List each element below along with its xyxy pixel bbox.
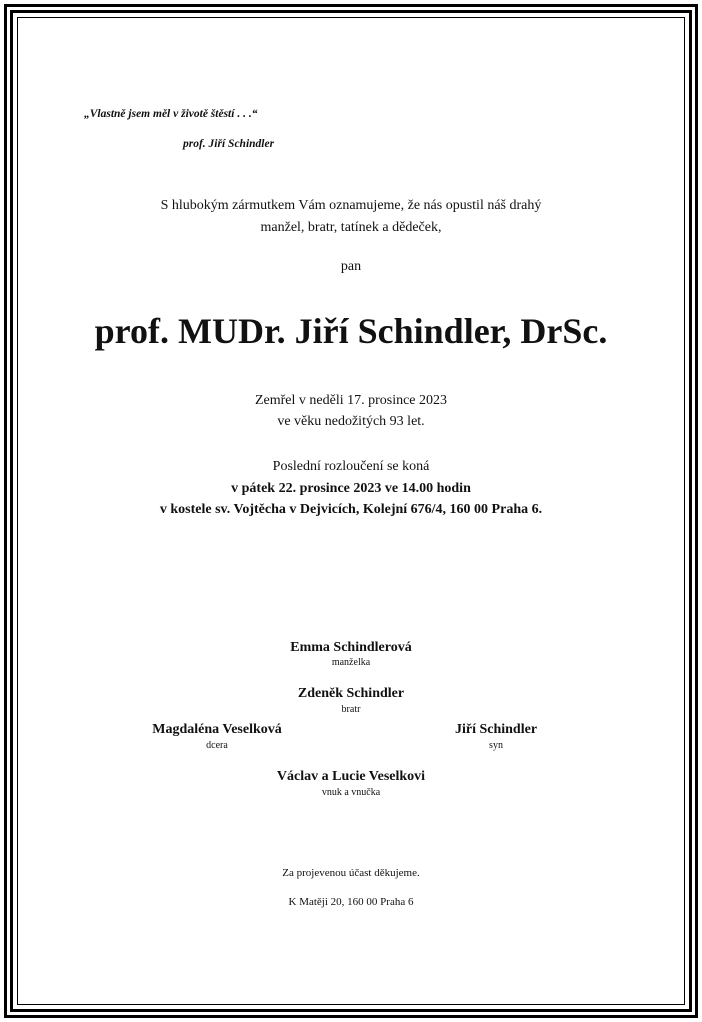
family-member-name: Václav a Lucie Veselkovi [276, 769, 426, 784]
funeral-line-2: v pátek 22. prosince 2023 ve 14.00 hodin [231, 481, 471, 496]
death-line-1: Zemřel v neděli 17. prosince 2023 [254, 393, 448, 408]
family-member-role: manželka [331, 657, 371, 668]
family-member-name: Emma Schindlerová [290, 640, 412, 655]
family-member-name: Magdaléna Veselková [152, 722, 282, 737]
family-member-left [117, 722, 317, 751]
family-member-name: Zdeněk Schindler [297, 686, 405, 701]
quote-text: „Vlastně jsem měl v životě štěstí . . .“ [84, 108, 258, 120]
funeral-line-1: Poslední rozloučení se koná [272, 459, 430, 474]
funeral-line-3: v kostele sv. Vojtěcha v Dejvicích, Kolejní 676/4, 160 00 Praha 6. [159, 502, 543, 517]
family-member-right [436, 722, 556, 751]
family-member-role: syn [489, 740, 503, 751]
quote-author: prof. Jiří Schindler [183, 138, 275, 150]
family-member-role: dcera [206, 740, 228, 751]
announcement-line-1: S hlubokým zármutkem Vám oznamujeme, že nás opustil náš drahý [160, 198, 542, 213]
family-member-role: vnuk a vnučka [321, 787, 381, 798]
family-member-role: bratr [341, 704, 361, 715]
announcement-pan: pan [340, 259, 362, 274]
thanks-text: Za projevenou účast děkujeme. [282, 867, 420, 879]
address-text: K Matěji 20, 160 00 Praha 6 [288, 896, 414, 908]
death-line-2: ve věku nedožitých 93 let. [277, 414, 425, 429]
family-member-name: Jiří Schindler [454, 722, 538, 737]
deceased-name: prof. MUDr. Jiří Schindler, DrSc. [94, 311, 608, 351]
announcement-line-2: manžel, bratr, tatínek a dědeček, [260, 220, 442, 235]
